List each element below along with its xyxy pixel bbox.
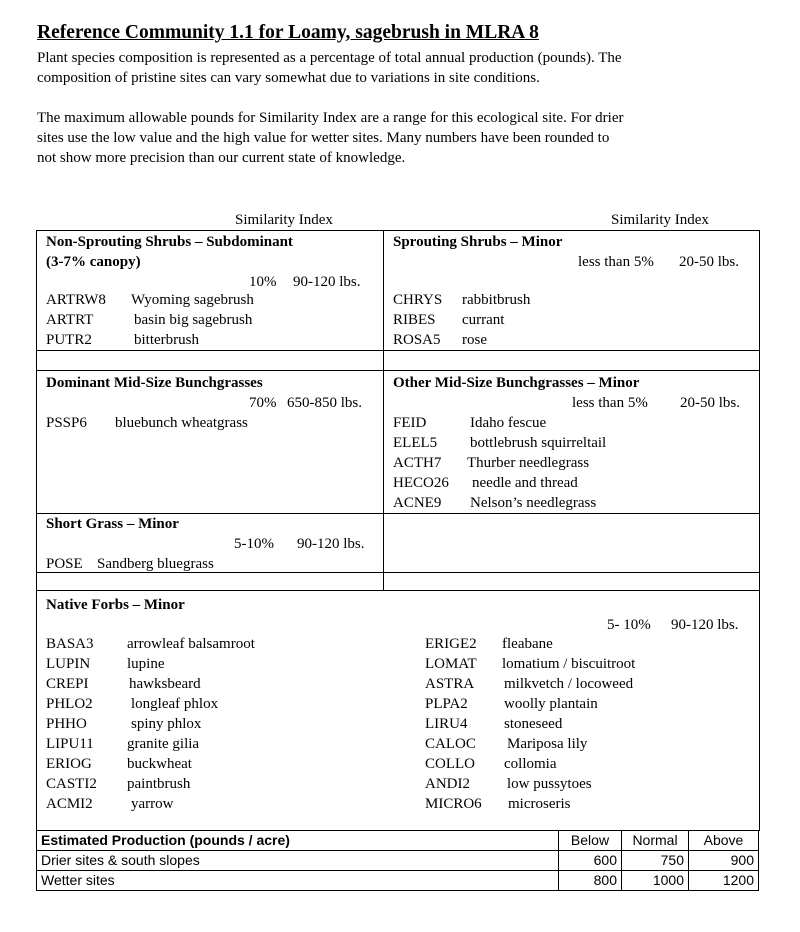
row-label: Wetter sites xyxy=(37,871,559,891)
species-name: Mariposa lily xyxy=(507,736,588,752)
species-name: fleabane xyxy=(502,636,553,652)
species-code: RIBES xyxy=(393,312,436,328)
similarity-index-label-right: Similarity Index xyxy=(611,212,709,228)
value-below: 600 xyxy=(559,851,622,871)
species-code: CALOC xyxy=(425,736,476,752)
species-name: paintbrush xyxy=(127,776,191,792)
species-name: needle and thread xyxy=(472,475,578,491)
intro-line: not show more precision than our current state of knowledge. xyxy=(37,150,406,166)
species-name: Wyoming sagebrush xyxy=(131,292,254,308)
species-name: currant xyxy=(462,312,505,328)
species-name: buckwheat xyxy=(127,756,192,772)
species-name: Sandberg bluegrass xyxy=(97,556,214,572)
species-name: collomia xyxy=(504,756,557,772)
species-code: ERIOG xyxy=(46,756,92,772)
species-code: ROSA5 xyxy=(393,332,441,348)
species-name: lomatium / biscuitroot xyxy=(502,656,636,672)
species-code: COLLO xyxy=(425,756,475,772)
species-code: ACMI2 xyxy=(46,796,93,812)
estimated-production-table xyxy=(36,830,759,891)
column-header-above: Above xyxy=(689,831,759,851)
species-code: LOMAT xyxy=(425,656,477,672)
species-name: granite gilia xyxy=(127,736,200,752)
species-code: PHHO xyxy=(46,716,87,732)
species-code: PLPA2 xyxy=(425,696,468,712)
intro-line: The maximum allowable pounds for Similarity Index are a range for this ecological site. For drier xyxy=(37,110,624,126)
group-percent: 5-10% xyxy=(234,536,274,552)
value-normal: 1000 xyxy=(622,871,689,891)
species-code: CREPI xyxy=(46,676,89,692)
group-percent: less than 5% xyxy=(572,395,648,411)
value-below: 800 xyxy=(559,871,622,891)
row-divider xyxy=(37,590,759,591)
group-title: Native Forbs – Minor xyxy=(46,597,185,613)
group-title: Sprouting Shrubs – Minor xyxy=(393,234,563,250)
species-name: lupine xyxy=(127,656,165,672)
group-pounds: 20-50 lbs. xyxy=(680,395,740,411)
species-name: milkvetch / locoweed xyxy=(504,676,634,692)
species-composition-grid xyxy=(36,230,760,831)
group-pounds: 90-120 lbs. xyxy=(671,617,739,633)
group-pounds: 20-50 lbs. xyxy=(679,254,739,270)
species-name: yarrow xyxy=(131,796,174,812)
intro-paragraph-2 xyxy=(37,108,777,168)
group-percent: 10% xyxy=(249,274,277,290)
species-name: low pussytoes xyxy=(507,776,592,792)
species-code: ARTRT xyxy=(46,312,94,328)
group-subtitle: (3-7% canopy) xyxy=(46,254,141,270)
species-name: rabbitbrush xyxy=(462,292,531,308)
group-title: Short Grass – Minor xyxy=(46,516,179,532)
intro-line: Plant species composition is represented as a percentage of total annual production (pounds). The xyxy=(37,50,622,66)
species-code: ARTRW8 xyxy=(46,292,106,308)
row-divider xyxy=(37,350,759,351)
species-code: ACTH7 xyxy=(393,455,442,471)
species-code: ANDI2 xyxy=(425,776,470,792)
species-name: microseris xyxy=(508,796,571,812)
species-code: HECO26 xyxy=(393,475,449,491)
species-code: LIRU4 xyxy=(425,716,468,732)
group-percent: 5- 10% xyxy=(607,617,651,633)
group-pounds: 90-120 lbs. xyxy=(293,274,361,290)
species-code: PHLO2 xyxy=(46,696,93,712)
species-code: ELEL5 xyxy=(393,435,438,451)
similarity-index-label-left: Similarity Index xyxy=(235,212,333,228)
intro-line: sites use the low value and the high value for wetter sites. Many numbers have been rounded to xyxy=(37,130,610,146)
column-header-normal: Normal xyxy=(622,831,689,851)
species-name: hawksbeard xyxy=(129,676,201,692)
species-code: ASTRA xyxy=(425,676,475,692)
species-code: PUTR2 xyxy=(46,332,92,348)
column-header-below: Below xyxy=(559,831,622,851)
species-code: CHRYS xyxy=(393,292,443,308)
species-code: FEID xyxy=(393,415,427,431)
column-divider xyxy=(383,231,384,590)
species-code: LIPU11 xyxy=(46,736,94,752)
species-code: LUPIN xyxy=(46,656,91,672)
species-name: bottlebrush squirreltail xyxy=(470,435,607,451)
intro-line: composition of pristine sites can vary somewhat due to variations in site conditions. xyxy=(37,70,540,86)
table-row xyxy=(37,871,759,891)
species-name: bluebunch wheatgrass xyxy=(115,415,248,431)
group-title: Other Mid-Size Bunchgrasses – Minor xyxy=(393,375,640,391)
intro-paragraph-1 xyxy=(37,48,777,88)
species-code: ERIGE2 xyxy=(425,636,477,652)
group-title: Dominant Mid-Size Bunchgrasses xyxy=(46,375,263,391)
species-name: woolly plantain xyxy=(504,696,598,712)
species-code: ACNE9 xyxy=(393,495,442,511)
species-name: spiny phlox xyxy=(131,716,202,732)
species-code: MICRO6 xyxy=(425,796,482,812)
species-code: POSE xyxy=(46,556,83,572)
row-label: Drier sites & south slopes xyxy=(37,851,559,871)
row-divider xyxy=(37,370,759,371)
species-code: CASTI2 xyxy=(46,776,97,792)
table-row xyxy=(37,831,759,851)
group-percent: less than 5% xyxy=(578,254,654,270)
species-name: stoneseed xyxy=(504,716,563,732)
value-above: 1200 xyxy=(689,871,759,891)
value-above: 900 xyxy=(689,851,759,871)
group-pounds: 650-850 lbs. xyxy=(287,395,362,411)
group-title: Non-Sprouting Shrubs – Subdominant xyxy=(46,234,293,250)
group-pounds: 90-120 lbs. xyxy=(297,536,365,552)
species-code: BASA3 xyxy=(46,636,94,652)
species-name: Thurber needlegrass xyxy=(467,455,590,471)
species-name: longleaf phlox xyxy=(131,696,219,712)
species-name: bitterbrush xyxy=(134,332,199,348)
value-normal: 750 xyxy=(622,851,689,871)
species-name: Nelson’s needlegrass xyxy=(470,495,597,511)
species-name: Idaho fescue xyxy=(470,415,547,431)
production-header: Estimated Production (pounds / acre) xyxy=(37,831,559,851)
page-title: Reference Community 1.1 for Loamy, sagebrush in MLRA 8 xyxy=(37,22,539,43)
species-name: rose xyxy=(462,332,487,348)
species-name: arrowleaf balsamroot xyxy=(127,636,255,652)
species-name: basin big sagebrush xyxy=(134,312,253,328)
species-code: PSSP6 xyxy=(46,415,87,431)
table-row xyxy=(37,851,759,871)
group-percent: 70% xyxy=(249,395,277,411)
